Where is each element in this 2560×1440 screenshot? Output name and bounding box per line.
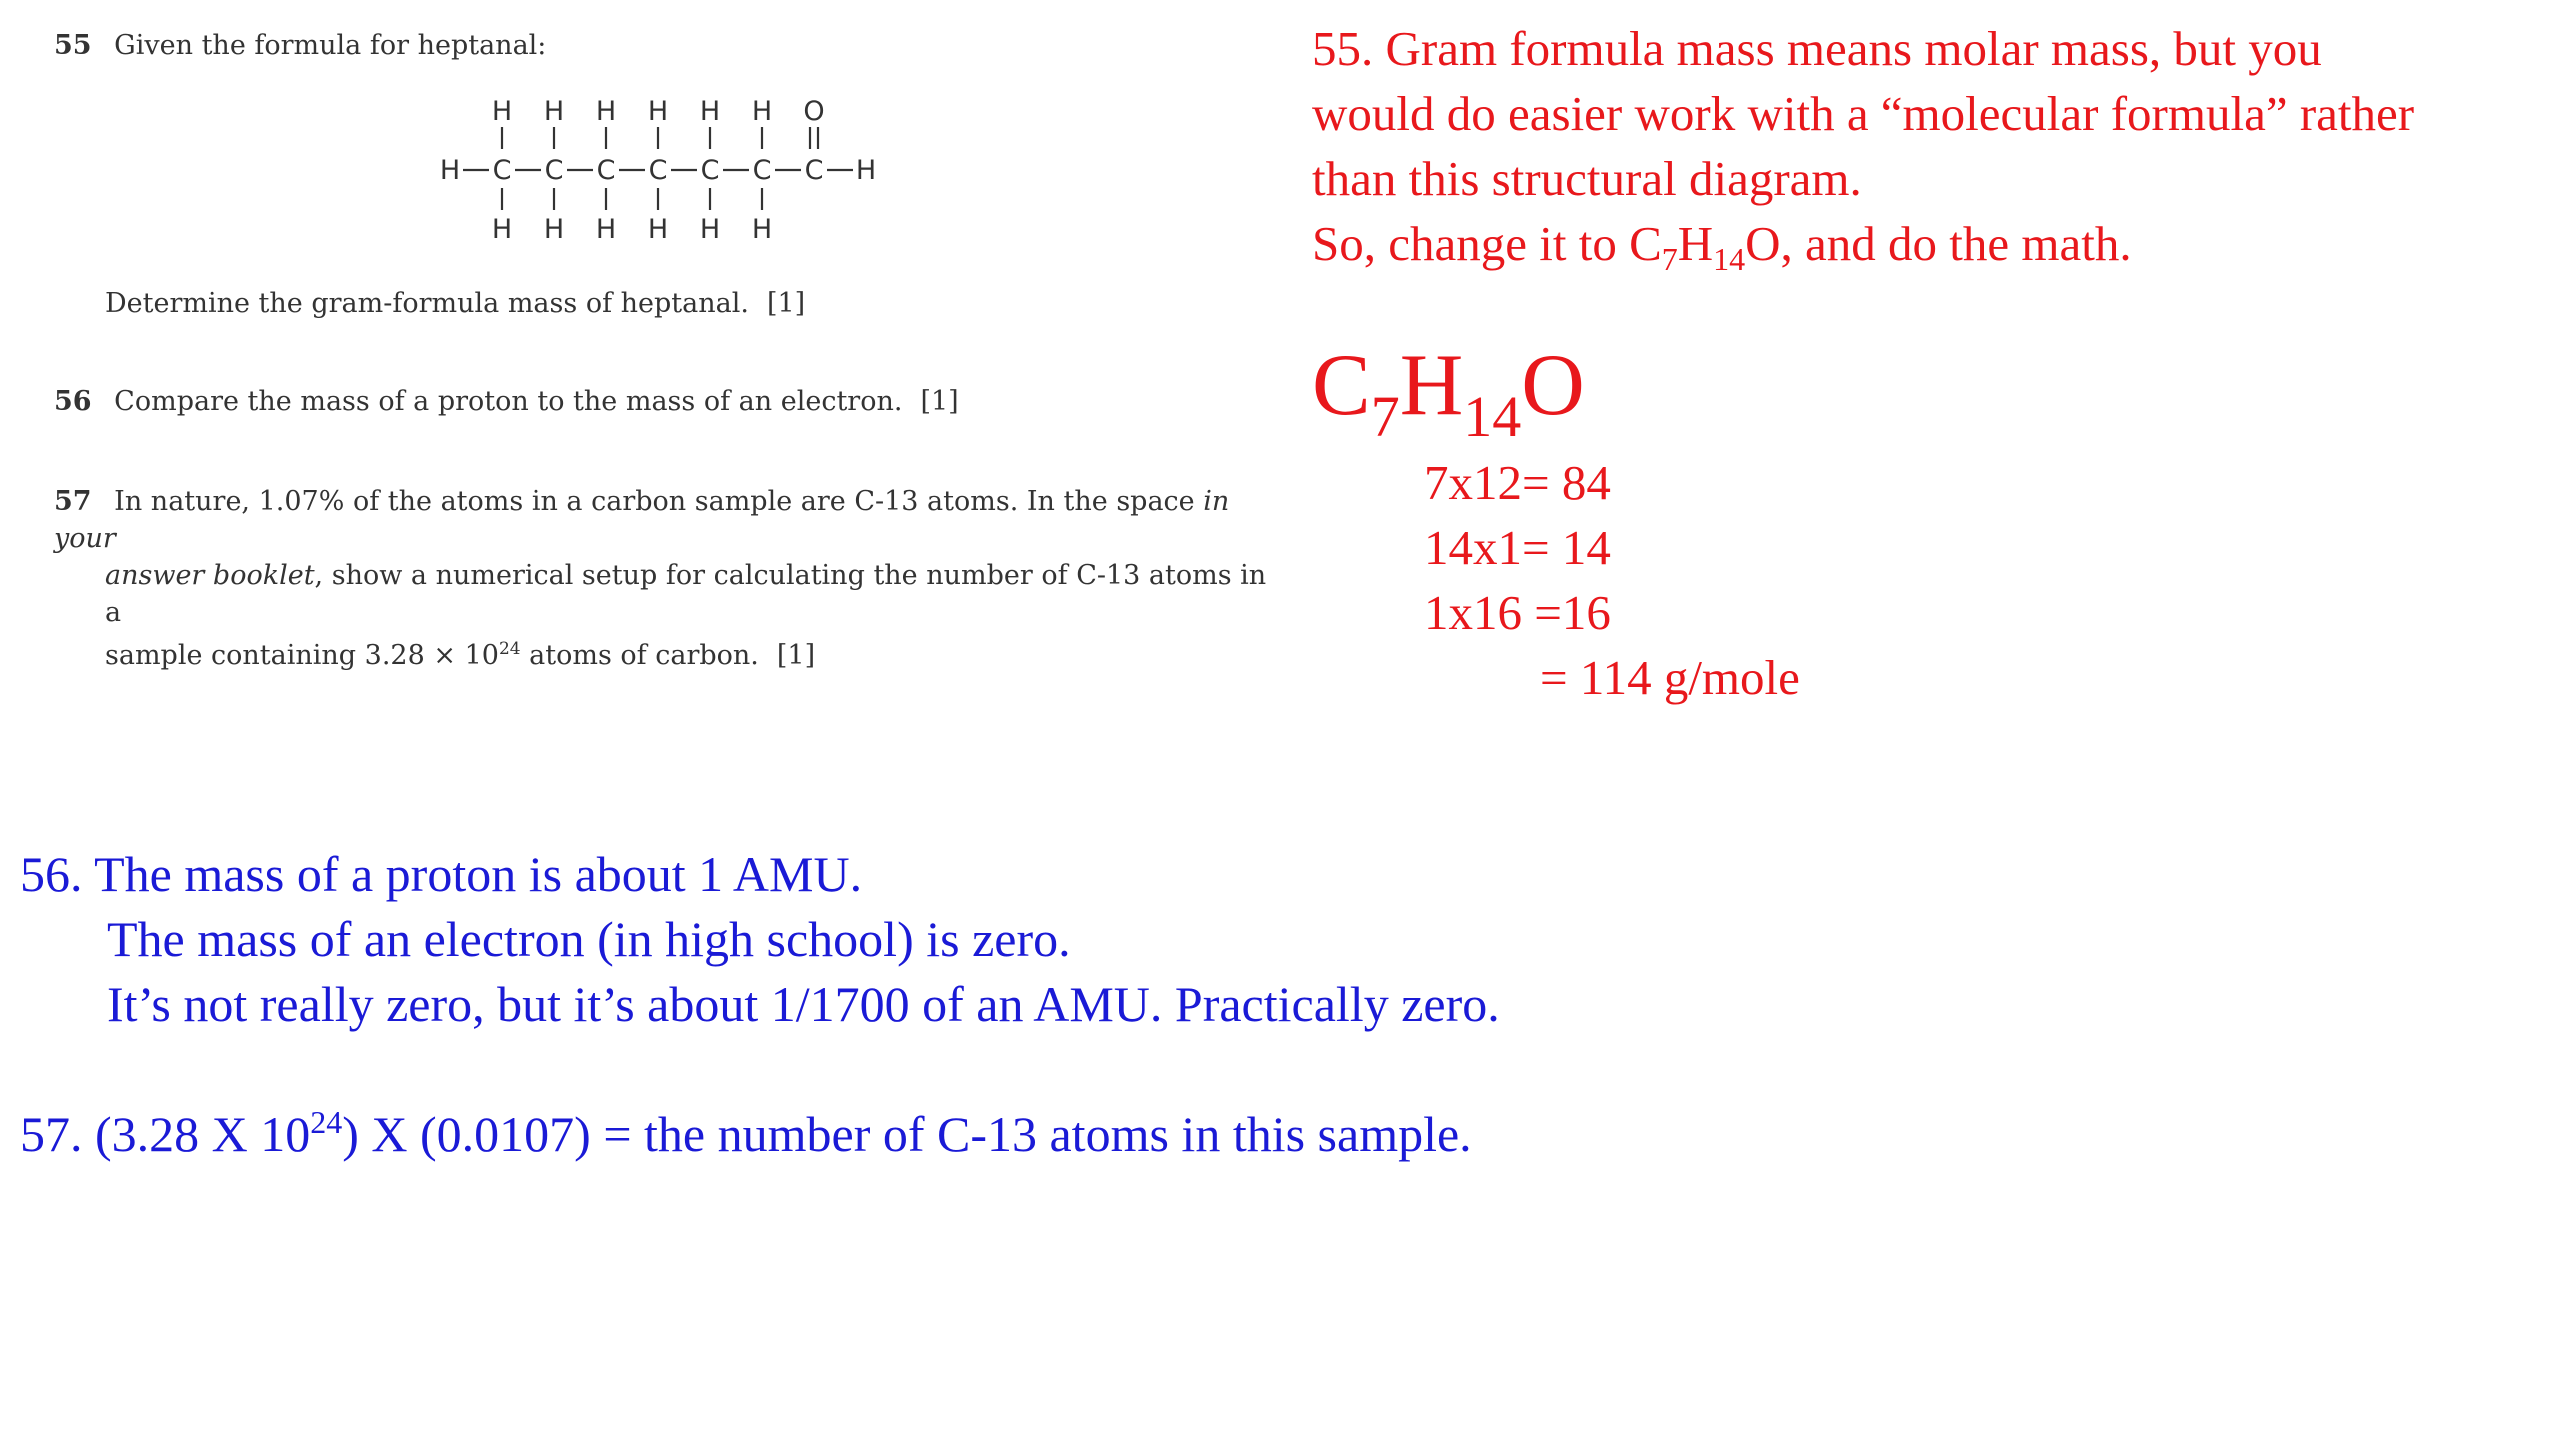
heptanal-structural-formula <box>430 96 890 263</box>
note-55-line1: 55. Gram formula mass means molar mass, but you <box>1312 21 2322 76</box>
formula-c: C <box>1312 337 1371 434</box>
question-56-text: Compare the mass of a proton to the mass of an electron. <box>114 386 903 417</box>
question-57-line3-end: atoms of carbon. <box>520 640 759 671</box>
note-55-line4 <box>1312 211 2414 276</box>
question-55-ask <box>105 288 805 319</box>
answer-57 <box>20 1102 1472 1167</box>
top-atom-2: H <box>543 96 565 127</box>
question-57-line1: In nature, 1.07% of the atoms in a carbon sample are C-13 atoms. In the space <box>114 486 1204 517</box>
formula-h: H <box>1399 337 1464 434</box>
chain-atom-4: C <box>596 155 616 186</box>
top-atom-3: H <box>595 96 617 127</box>
chain-atom-7: C <box>752 155 772 186</box>
question-57-line2: , show a numerical setup for calculating the number of C-13 atoms in a <box>105 560 1267 628</box>
question-56-mark: [1] <box>920 386 959 417</box>
answer-57-end: ) X (0.0107) = the number of C-13 atoms in this sample. <box>342 1106 1472 1162</box>
question-57-line2-emphasis: answer booklet <box>105 560 315 591</box>
note-55-line4-start: So, change it to C <box>1312 216 1662 271</box>
note-55-line4-h: H <box>1677 216 1714 271</box>
formula-sub-14: 14 <box>1463 384 1522 449</box>
chain-atom-5: C <box>648 155 668 186</box>
top-atom-4: H <box>647 96 669 127</box>
question-57-number: 57 <box>54 486 92 517</box>
bottom-atom-3: H <box>595 214 617 245</box>
chain-atom-3: C <box>544 155 564 186</box>
formula-sub-7: 7 <box>1370 384 1400 449</box>
note-55-line3: than this structural diagram. <box>1312 151 1862 206</box>
answer-56-line1: 56. The mass of a proton is about 1 AMU. <box>20 846 863 902</box>
question-56-number: 56 <box>54 386 92 417</box>
answer-56-line3: It’s not really zero, but it’s about 1/1700 of an AMU. Practically zero. <box>107 976 1500 1032</box>
answer-57-exponent: 24 <box>310 1104 343 1140</box>
question-57 <box>54 483 1274 674</box>
answer-56-line2: The mass of an electron (in high school) is zero. <box>107 911 1071 967</box>
structure-diagram <box>430 96 890 256</box>
question-55 <box>54 30 546 61</box>
calc-hydrogen: 14x1= 14 <box>1424 520 1611 575</box>
answer-57-start: 57. (3.28 X 10 <box>20 1106 311 1162</box>
bottom-atom-4: H <box>647 214 669 245</box>
top-atom-1: H <box>491 96 513 127</box>
bottom-atom-2: H <box>543 214 565 245</box>
note-55-sub-7: 7 <box>1661 241 1678 277</box>
note-55-line4-end: O, and do the math. <box>1745 216 2132 271</box>
question-57-exponent: 24 <box>498 639 521 659</box>
chain-atom-1: H <box>439 155 461 186</box>
question-55-mark: [1] <box>766 288 806 319</box>
calc-carbon: 7x12= 84 <box>1424 455 1611 510</box>
answer-56 <box>20 842 1500 1037</box>
molecular-formula <box>1312 337 1585 449</box>
calc-oxygen: 1x16 =16 <box>1424 585 1611 640</box>
bottom-atom-1: H <box>491 214 513 245</box>
question-55-ask-text: Determine the gram-formula mass of heptanal. <box>105 288 749 319</box>
top-atom-6: H <box>751 96 773 127</box>
bottom-atom-6: H <box>751 214 773 245</box>
chain-atom-9: H <box>855 155 877 186</box>
question-56 <box>54 386 959 417</box>
note-55-sub-14: 14 <box>1713 241 1746 277</box>
chain-atom-6: C <box>700 155 720 186</box>
top-atom-5: H <box>699 96 721 127</box>
note-55-line2: would do easier work with a “molecular formula” rather <box>1312 86 2415 141</box>
chain-atom-2: C <box>492 155 512 186</box>
question-57-line3: sample containing 3.28 × 10 <box>105 640 499 671</box>
top-atom-7: O <box>803 96 825 127</box>
question-57-line1-emphasis: in your <box>54 486 1230 554</box>
question-57-mark: [1] <box>776 640 816 671</box>
question-55-number: 55 <box>54 30 92 61</box>
formula-o: O <box>1521 337 1585 434</box>
chain-atom-8: C <box>804 155 824 186</box>
bottom-atom-5: H <box>699 214 721 245</box>
question-55-text: Given the formula for heptanal: <box>114 30 547 61</box>
note-55 <box>1312 16 2414 276</box>
calc-total: = 114 g/mole <box>1540 650 1800 705</box>
